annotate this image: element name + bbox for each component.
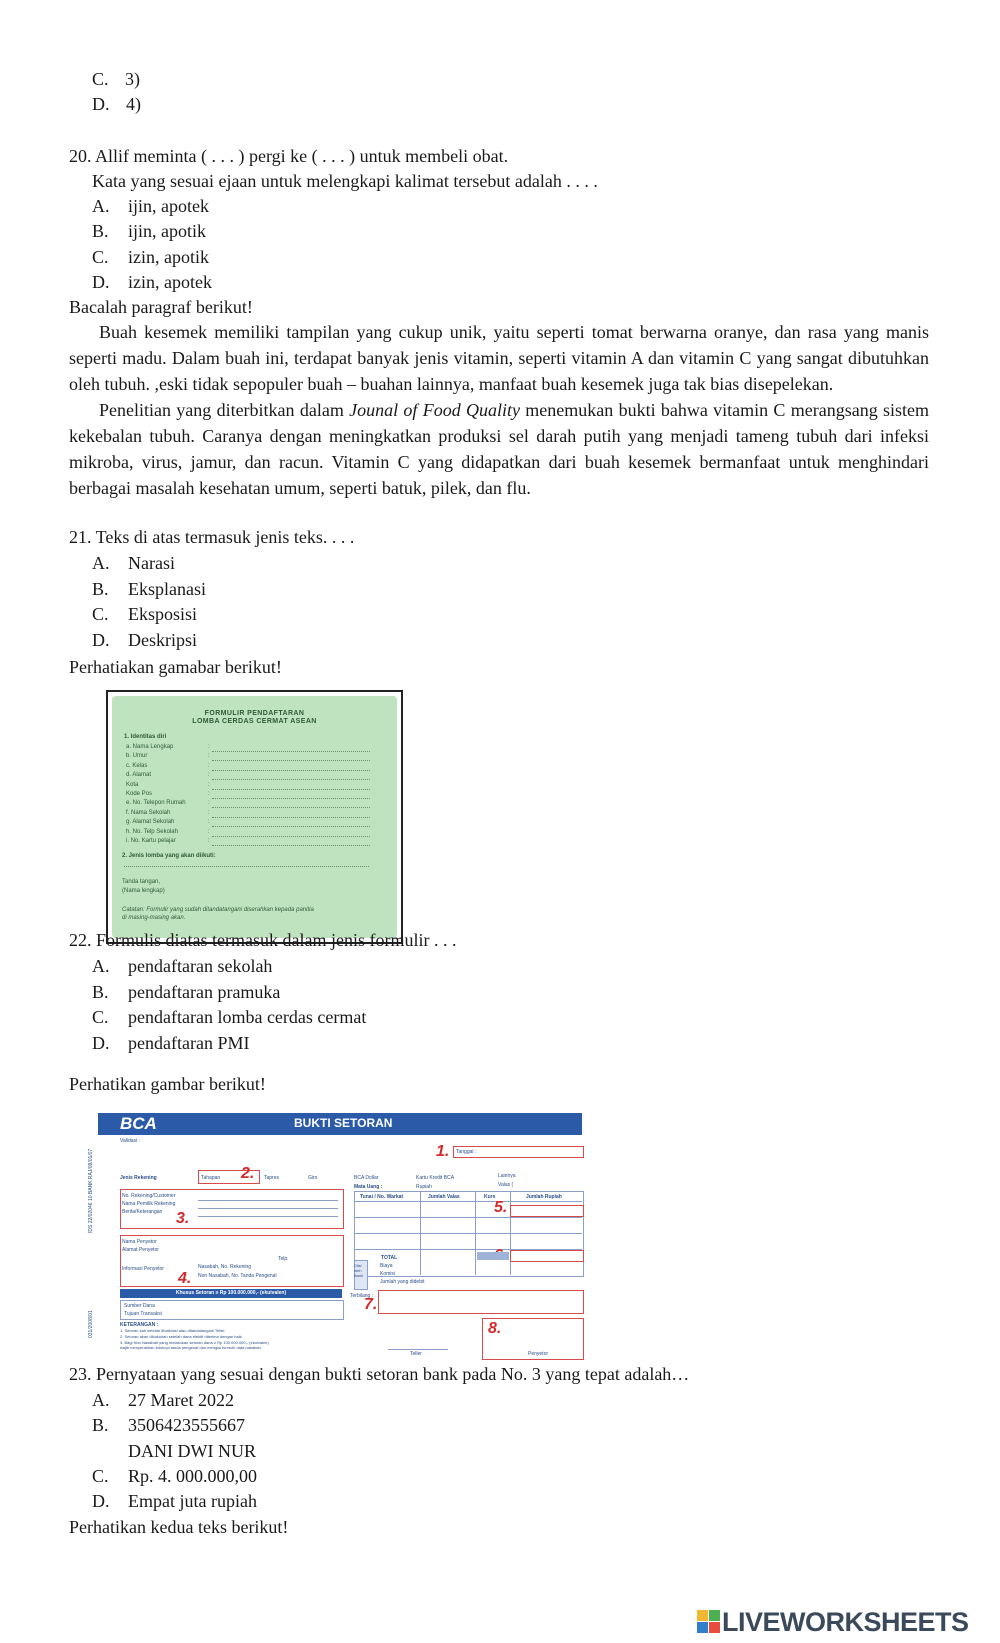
- reading-passage: [69, 319, 929, 501]
- option-text: Narasi: [128, 553, 175, 573]
- slip-bca-dollar: BCA Dollar: [354, 1175, 379, 1181]
- option-row[interactable]: [92, 1032, 249, 1054]
- option-text: pendaftaran pramuka: [128, 981, 281, 1002]
- option-text: Eksplanasi: [128, 578, 206, 599]
- next-intro: Perhatikan kedua teks berikut!: [69, 1517, 289, 1537]
- logo-text: LIVEWORKSHEETS: [722, 1607, 969, 1637]
- form-sign-name: (Nama lengkap): [122, 888, 165, 894]
- option-letter: C.: [92, 69, 109, 89]
- marker-1: 1.: [436, 1143, 450, 1160]
- slip-tahapan: Tahapan: [201, 1175, 221, 1181]
- form-field-line: [212, 807, 370, 808]
- slip-total-shade: [477, 1252, 509, 1260]
- form-field-colon: :: [208, 819, 210, 826]
- form-field-colon: :: [208, 791, 210, 797]
- paragraph-2-start: Penelitian yang diterbitkan dalam: [99, 400, 350, 420]
- slip-penyetor: Penyetor: [528, 1351, 549, 1357]
- logo-square: [697, 1610, 708, 1621]
- slip-tanggal: Tanggal :: [456, 1149, 477, 1155]
- slip-informasi-penyetor: Informasi Penyetor: [122, 1266, 164, 1272]
- form-field-label: b. Umur: [126, 753, 148, 760]
- option-text: 4): [126, 94, 141, 114]
- form-field-colon: :: [208, 800, 210, 807]
- option-row[interactable]: [92, 981, 280, 1003]
- liveworksheets-logo: [697, 1606, 993, 1638]
- form-section-2: 2. Jenis lomba yang akan diikuti:: [122, 853, 216, 859]
- option-letter: C.: [92, 1465, 109, 1486]
- option-letter: A.: [92, 956, 110, 976]
- logo-square: [709, 1622, 720, 1633]
- form-title: FORMULIR PENDAFTARAN: [204, 710, 305, 717]
- option-letter: B.: [92, 1415, 109, 1436]
- option-row[interactable]: [92, 603, 197, 625]
- bank-logo: BCA: [120, 1114, 157, 1133]
- option-row[interactable]: [92, 1006, 366, 1028]
- slip-nama-pemilik: Nama Pemilik Rekening: [122, 1201, 176, 1207]
- option-text: pendaftaran sekolah: [128, 956, 273, 976]
- slip-alamat-penyetor: Alamat Penyetor: [122, 1247, 159, 1253]
- slip-side-code-2: 031/2008/01: [88, 1310, 94, 1338]
- question-21: 21. Teks di atas termasuk jenis teks. . . .: [69, 527, 355, 547]
- slip-berita: Berita/Keterangan: [122, 1209, 163, 1215]
- option-text: 3): [125, 69, 141, 89]
- option-letter: A.: [92, 553, 110, 573]
- form-field-label: a. Nama Lengkap: [126, 744, 174, 750]
- slip-nama-penyetor: Nama Penyetor: [122, 1239, 157, 1245]
- slip-sumber-dana: Sumber Dana: [124, 1303, 155, 1309]
- slip-kartu-kredit: Kartu Kredit BCA: [416, 1175, 455, 1181]
- logo-square: [709, 1610, 720, 1621]
- option-row[interactable]: [92, 1414, 245, 1436]
- question-22: 22. Formulis diatas termasuk dalam jenis formulir . . .: [69, 930, 457, 950]
- form-field-label: h. No. Telp Sekolah: [126, 828, 178, 835]
- form-field-line: [212, 751, 370, 752]
- form-field-colon: :: [208, 828, 210, 835]
- slip-jenis-rekening: Jenis Rekening: [120, 1175, 157, 1181]
- slip-col-tunai: Tunai / No. Warkat: [360, 1194, 404, 1200]
- form-field-line: [212, 779, 370, 780]
- form-field-colon: :: [208, 772, 210, 779]
- marker-4: 4.: [178, 1270, 192, 1287]
- option-letter: B.: [92, 578, 109, 599]
- slip-side-code: IDS 22/02046 10 BANK RAJ/08/01/07: [88, 1148, 94, 1233]
- registration-form-image: [106, 690, 403, 944]
- option-letter: C.: [92, 246, 109, 267]
- form-subtitle: LOMBA CERDAS CERMAT ASEAN: [192, 718, 317, 725]
- question-20-instruction: Kata yang sesuai ejaan untuk melengkapi kalimat tersebut adalah . . . .: [92, 171, 598, 191]
- slip-total: TOTAL: [381, 1255, 398, 1261]
- form-field-line: [212, 798, 370, 799]
- form-field-colon: :: [208, 781, 210, 788]
- slip-biaya: Biaya: [380, 1263, 393, 1269]
- slip-non-nasabah: Non Nasabah, No. Tanda Pengenal: [198, 1273, 277, 1279]
- form-field-colon: :: [208, 753, 210, 760]
- slip-col-rupiah: Jumlah Rupiah: [526, 1194, 562, 1200]
- marker-2: 2.: [241, 1165, 255, 1182]
- slip-keterangan: KETERANGAN :: [120, 1322, 159, 1328]
- option-row[interactable]: [92, 629, 197, 651]
- slip-ket-2: 2. Setoran akan dibukukan setelah dana efektif diterima dengan baik.: [120, 1334, 243, 1339]
- slip-khusus-bar: Khusus Setoran ≥ Rp 100.000.000,- (ekuivalen): [120, 1289, 342, 1298]
- form-field-label: f. Nama Sekolah: [126, 809, 171, 816]
- option-letter: A.: [92, 1390, 110, 1410]
- paragraph-1: Buah kesemek memiliki tampilan yang cukup unik, yaitu seperti tomat berwarna oranye, dan rasa yang manis seperti madu. Dalam buah ini, terdapat banyak jenis vitamin, seperti vitamin A dan vitamin C yang sangat dibutuhkan oleh tubuh. ,eski tidak sepopuler buah – buahan lainnya, manfaat buah kesemek juga tak bias disepelekan.: [69, 322, 929, 394]
- form-section-1: 1. Identitas diri: [124, 734, 167, 740]
- form-field-line: [212, 789, 370, 790]
- slip-title: BUKTI SETORAN: [294, 1116, 393, 1130]
- option-row[interactable]: [92, 1389, 234, 1411]
- option-row[interactable]: [92, 552, 175, 574]
- option-text: Eksposisi: [128, 604, 198, 624]
- form-note: Catatan: Formulir yang sudah ditandatangani diserahkan kepada panitia: [122, 907, 314, 913]
- bank-deposit-slip-image: [88, 1113, 582, 1366]
- form-field-line: [212, 817, 370, 818]
- slip-tujuan: Tujuan Transaksi: [124, 1311, 162, 1317]
- option-row[interactable]: [92, 246, 209, 268]
- slip-line: [198, 1216, 338, 1217]
- slip-header: [98, 1113, 582, 1135]
- form-field-colon: :: [208, 744, 210, 750]
- slip-rupiah: Rupiah: [416, 1184, 432, 1190]
- marker-7: 7.: [364, 1296, 378, 1313]
- slip-ket-3: 3. Bagi Non Nasabah yang melakukan setoran dana ≥ Rp 100.000.000,- (ekuivalen): [120, 1340, 269, 1345]
- paragraph-2: [69, 397, 929, 501]
- slip-lainnya: Lainnya: [498, 1173, 516, 1179]
- slip-tapres: Tapres: [264, 1175, 280, 1181]
- slip-validasi: Validasi :: [120, 1138, 140, 1144]
- journal-title: Jounal of Food Quality: [349, 400, 520, 420]
- option-text: 27 Maret 2022: [128, 1390, 234, 1410]
- slip-line: [198, 1208, 338, 1209]
- option-text: izin, apotek: [128, 271, 212, 292]
- option-d[interactable]: [92, 93, 141, 115]
- option-text: Empat juta rupiah: [128, 1491, 257, 1512]
- form-field-label: g. Alamat Sekolah: [126, 819, 175, 826]
- slip-jumlah-didebit: Jumlah yang didebit: [380, 1279, 425, 1285]
- paragraph-2-rest: menemukan bukti bahwa vitamin C merangsang sistem kekebalan tubuh. Caranya dengan meningkatkan produksi sel darah putih yang menjadi tameng tubuh dari infeksi mikroba, virus, jamur, dan racun. Vitamin C yang didapatkan dari buah kesemek bermanfaat untuk menghindari berbagai masalah kesehatan umum, seperti batuk, pilek, dan flu.: [69, 400, 929, 498]
- option-letter: D.: [92, 94, 110, 114]
- form-field-line: [212, 826, 370, 827]
- option-text: izin, apotik: [128, 246, 209, 267]
- option-text: ijin, apotek: [128, 196, 209, 216]
- slip-ket-4: wajib menyerahkan fotokopi tanda pengenal dan mengisi formulir data nasabah.: [120, 1345, 262, 1350]
- slip-giro: Giro: [308, 1175, 318, 1181]
- option-letter: B.: [92, 981, 109, 1002]
- slip-terbilang: Terbilang :: [350, 1293, 374, 1299]
- slip-teller: Teller: [410, 1351, 422, 1357]
- option-text: ijin, apotik: [128, 221, 206, 242]
- slip-komisi: Komisi: [380, 1271, 396, 1277]
- slip-ket-1: 1. Setoran sah setelah divalidasi atau ditandatangani Teller.: [120, 1328, 226, 1333]
- form-field-colon: :: [208, 762, 210, 769]
- reading-intro: Bacalah paragraf berikut!: [69, 297, 253, 317]
- slip-telp: Telp.: [278, 1256, 289, 1262]
- option-letter: D.: [92, 1032, 110, 1053]
- form-field-colon: :: [208, 838, 210, 844]
- option-text: pendaftaran lomba cerdas cermat: [128, 1007, 367, 1027]
- option-text: Rp. 4. 000.000,00: [128, 1465, 258, 1486]
- form-field-label: i. No. Kartu pelajar: [126, 838, 176, 844]
- marker-box-5: [510, 1205, 584, 1217]
- form-field-label: d. Alamat: [126, 772, 152, 779]
- logo-grid-icon: [697, 1610, 721, 1634]
- option-letter: D.: [92, 629, 110, 650]
- form-intro: Perhatiakan gamabar berikut!: [69, 657, 282, 677]
- slip-table-header-line: [354, 1201, 582, 1202]
- form-field-line: [212, 760, 370, 761]
- option-row[interactable]: [92, 1465, 257, 1487]
- option-row[interactable]: [92, 1490, 257, 1512]
- slip-valas: Valas (: [498, 1182, 514, 1188]
- slip-nasabah: Nasabah, No. Rekening: [198, 1264, 252, 1270]
- option-text: 3506423555667: [128, 1415, 245, 1436]
- form-field-label: Kode Pos: [126, 791, 153, 797]
- option-letter: B.: [92, 221, 109, 242]
- form-line: [124, 866, 369, 867]
- form-field-label: e. No. Telepon Rumah: [126, 800, 186, 807]
- question-23: 23. Pernyataan yang sesuai dengan bukti setoran bank pada No. 3 yang tepat adalah…: [69, 1364, 690, 1384]
- option-row[interactable]: [92, 955, 272, 977]
- marker-box-6: [510, 1250, 584, 1262]
- marker-box-7: [378, 1290, 584, 1314]
- option-text: DANI DWI NUR: [128, 1440, 256, 1461]
- option-text: Deskripsi: [128, 629, 197, 650]
- form-field-line: [212, 836, 370, 837]
- option-row[interactable]: [92, 195, 209, 217]
- form-sign: Tanda tangan,: [122, 879, 161, 885]
- option-row[interactable]: [92, 578, 206, 600]
- slip-mata-uang: Mata Uang :: [354, 1184, 383, 1190]
- option-row[interactable]: [92, 220, 206, 242]
- option-row[interactable]: [92, 271, 212, 293]
- form-note-2: di masing-masing akan.: [122, 915, 186, 921]
- option-text: pendaftaran PMI: [128, 1032, 250, 1053]
- option-letter: C.: [92, 604, 109, 624]
- marker-5: 5.: [494, 1199, 508, 1216]
- slip-table-line: [354, 1217, 582, 1218]
- slip-col-valas: Jumlah Valas: [428, 1194, 460, 1200]
- slip-intro: Perhatikan gambar berikut!: [69, 1074, 266, 1094]
- option-letter: C.: [92, 1007, 109, 1027]
- form-paper: [112, 696, 397, 938]
- slip-line: [198, 1200, 338, 1201]
- form-field-label: c. Kelas: [126, 762, 148, 769]
- slip-diisi-oleh-bank: Diisi oleh Bank: [354, 1263, 364, 1278]
- option-row[interactable]: [92, 1440, 256, 1462]
- question-20: 20. Allif meminta ( . . . ) pergi ke ( . . . ) untuk membeli obat.: [69, 146, 509, 166]
- slip-col-kurs: Kurs: [484, 1194, 496, 1200]
- option-letter: D.: [92, 1491, 110, 1512]
- option-letter: A.: [92, 196, 110, 216]
- marker-3: 3.: [176, 1210, 190, 1227]
- slip-table-line: [354, 1233, 582, 1234]
- slip-sign-line: [388, 1349, 448, 1350]
- marker-8: 8.: [488, 1320, 502, 1337]
- logo-square: [697, 1622, 708, 1633]
- slip-no-rekening: No. Rekening/Customer: [122, 1193, 176, 1199]
- form-field-label: Kota: [126, 781, 139, 788]
- form-field-line: [212, 845, 370, 846]
- form-field-colon: :: [208, 809, 210, 816]
- option-c[interactable]: [92, 68, 140, 90]
- option-letter: D.: [92, 271, 110, 292]
- form-field-line: [212, 770, 370, 771]
